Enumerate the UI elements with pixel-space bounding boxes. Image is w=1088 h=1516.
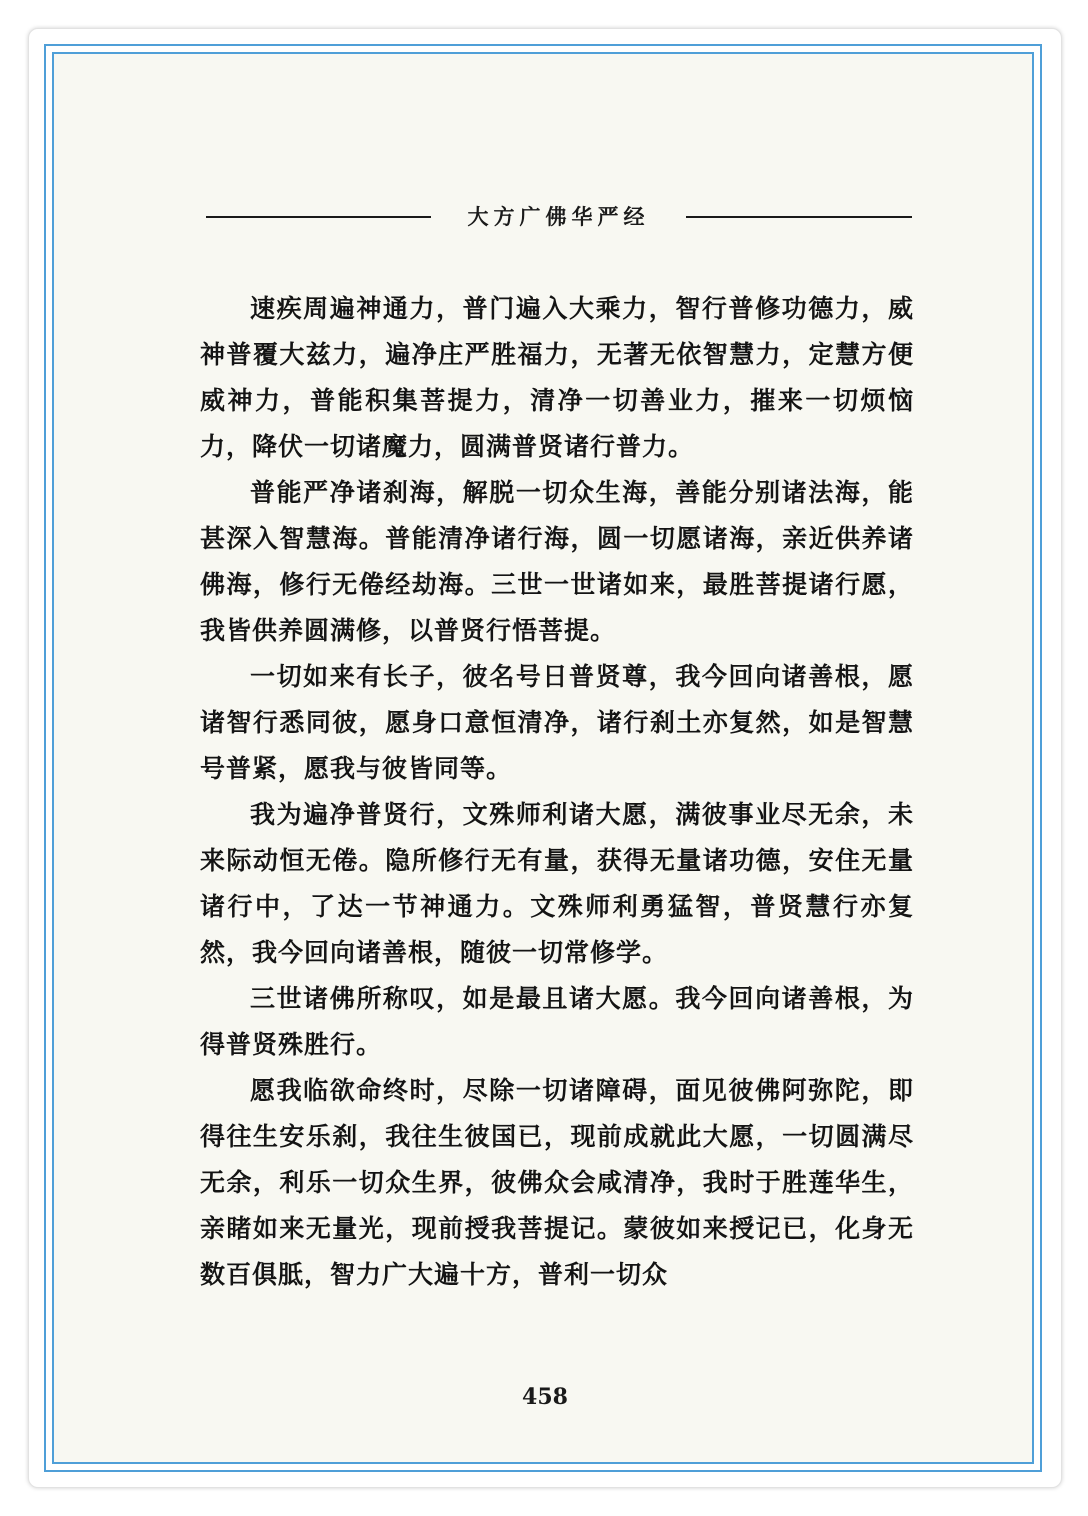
paragraph: 一切如来有长子，彼名号日普贤尊，我今回向诸善根，愿诸智行悉同彼，愿身口意恒清净，诸行刹土亦复然，如是智慧号普紧，愿我与彼皆同等。 xyxy=(200,662,914,783)
scripture-body xyxy=(200,286,914,1298)
page-number: 458 xyxy=(522,1384,568,1410)
header-rule-right xyxy=(686,216,912,218)
header-title: 大方广佛华严经 xyxy=(467,204,650,229)
paragraph: 速疾周遍神通力，普门遍入大乘力，智行普修功德力，威神普覆大兹力，遍净庄严胜福力，无著无依智慧力，定慧方便威神力，普能积集菩提力，清净一切善业力，摧来一切烦恼力，降伏一切诸魔力，圆满普贤诸行普力。 xyxy=(200,294,914,461)
paragraph: 我为遍净普贤行，文殊师利诸大愿，满彼事业尽无余，未来际动恒无倦。隐所修行无有量，获得无量诸功德，安住无量诸行中，了达一节神通力。文殊师利勇猛智，普贤慧行亦复然，我今回向诸善根，随彼一切常修学。 xyxy=(200,800,914,967)
running-header xyxy=(206,202,914,232)
paragraph: 普能严净诸刹海，解脱一切众生海，善能分别诸法海，能甚深入智慧海。普能清净诸行海，圆一切愿诸海，亲近供养诸佛海，修行无倦经劫海。三世一世诸如来，最胜菩提诸行愿，我皆供养圆满修，以普贤行悟菩提。 xyxy=(200,478,914,645)
paragraph: 三世诸佛所称叹，如是最且诸大愿。我今回向诸善根，为得普贤殊胜行。 xyxy=(200,984,914,1059)
book-page xyxy=(52,52,1034,1464)
header-rule-left xyxy=(206,216,431,218)
paragraph: 愿我临欲命终时，尽除一切诸障碍，面见彼佛阿弥陀，即得往生安乐刹，我往生彼国已，现前成就此大愿，一切圆满尽无余，利乐一切众生界，彼佛众会咸清净，我时于胜莲华生，亲睹如来无量光，现前授我菩提记。蒙彼如来授记已，化身无数百俱胝，智力广大遍十方，普利一切众 xyxy=(200,1076,914,1289)
